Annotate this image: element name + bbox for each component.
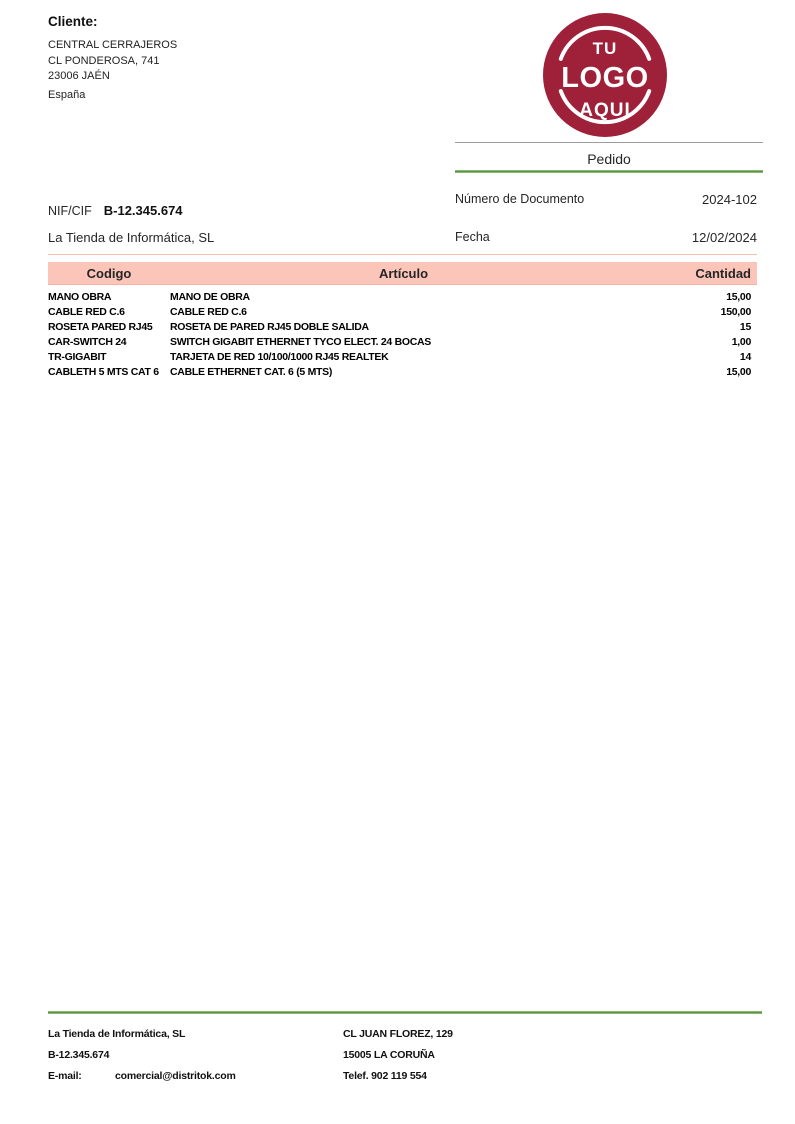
client-address: CL PONDEROSA, 741 — [48, 54, 160, 67]
footer-email-row — [48, 1066, 343, 1087]
nif-label: NIF/CIF — [48, 204, 92, 218]
row-article: MANO DE OBRA — [170, 290, 250, 303]
client-block — [48, 14, 177, 103]
document-date-value: 12/02/2024 — [691, 230, 757, 245]
row-quantity: 15,00 — [726, 290, 751, 303]
document-number-row — [455, 192, 757, 207]
client-postal-city: 23006 JAÉN — [48, 70, 110, 82]
nif-value: B-12.345.674 — [103, 203, 183, 218]
footer-right-column — [343, 1024, 643, 1087]
row-quantity: 15 — [739, 320, 751, 333]
row-article: CABLE RED C.6 — [170, 305, 247, 318]
table-row — [48, 304, 757, 319]
footer-company-name: La Tienda de Informática, SL — [48, 1028, 186, 1040]
footer-left-column — [48, 1024, 343, 1087]
table-row — [48, 319, 757, 334]
document-date-row — [455, 230, 757, 245]
title-rule-top — [455, 142, 763, 143]
row-quantity: 1,00 — [731, 335, 751, 348]
header-quantity: Cantidad — [695, 265, 751, 281]
header-code: Codigo — [86, 265, 132, 281]
table-row — [48, 334, 757, 349]
row-code: MANO OBRA — [48, 290, 112, 303]
document-number-label: Número de Documento — [455, 192, 585, 206]
row-code: CAR-SWITCH 24 — [48, 335, 127, 348]
footer-city: 15005 LA CORUÑA — [343, 1049, 435, 1061]
items-table — [48, 262, 757, 379]
row-article: CABLE ETHERNET CAT. 6 (5 MTS) — [170, 365, 333, 378]
document-title: Pedido — [587, 151, 631, 167]
nif-row — [48, 203, 183, 218]
logo-text-aqui: AQUI — [579, 100, 631, 121]
footer-street: CL JUAN FLOREZ, 129 — [343, 1028, 453, 1040]
document-date-label: Fecha — [455, 230, 490, 244]
row-quantity: 150,00 — [720, 305, 751, 318]
items-table-body — [48, 285, 757, 379]
company-name: La Tienda de Informática, SL — [48, 230, 215, 245]
footer-rule — [48, 1011, 762, 1014]
row-code: ROSETA PARED RJ45 — [48, 320, 153, 333]
footer-phone: Telef. 902 119 554 — [343, 1070, 427, 1082]
items-table-header — [48, 262, 757, 285]
table-row — [48, 289, 757, 304]
document-number-value: 2024-102 — [702, 192, 757, 207]
row-article: ROSETA DE PARED RJ45 DOBLE SALIDA — [170, 320, 369, 333]
footer-company-nif: B-12.345.674 — [48, 1049, 110, 1061]
client-name: CENTRAL CERRAJEROS — [48, 39, 178, 51]
row-quantity: 14 — [739, 350, 751, 363]
row-article: TARJETA DE RED 10/100/1000 RJ45 REALTEK — [170, 350, 389, 363]
logo-badge-icon — [543, 13, 667, 137]
table-top-rule — [48, 254, 757, 255]
company-logo — [543, 13, 667, 137]
client-label: Cliente: — [48, 14, 98, 29]
client-country: España — [48, 88, 86, 101]
footer-email-value: comercial@distritok.com — [115, 1070, 236, 1082]
footer-email-label: E-mail: — [48, 1070, 82, 1082]
row-article: SWITCH GIGABIT ETHERNET TYCO ELECT. 24 BOCAS — [170, 335, 431, 348]
header-article: Artículo — [378, 265, 429, 281]
row-code: CABLETH 5 MTS CAT 6 — [48, 365, 159, 378]
logo-text-tu: TU — [592, 39, 618, 58]
logo-text-logo: LOGO — [561, 62, 649, 94]
title-rule-bottom — [455, 170, 763, 173]
footer — [48, 1024, 762, 1087]
table-row — [48, 349, 757, 364]
row-code: TR-GIGABIT — [48, 350, 107, 363]
table-row — [48, 364, 757, 379]
row-code: CABLE RED C.6 — [48, 305, 125, 318]
row-quantity: 15,00 — [726, 365, 751, 378]
